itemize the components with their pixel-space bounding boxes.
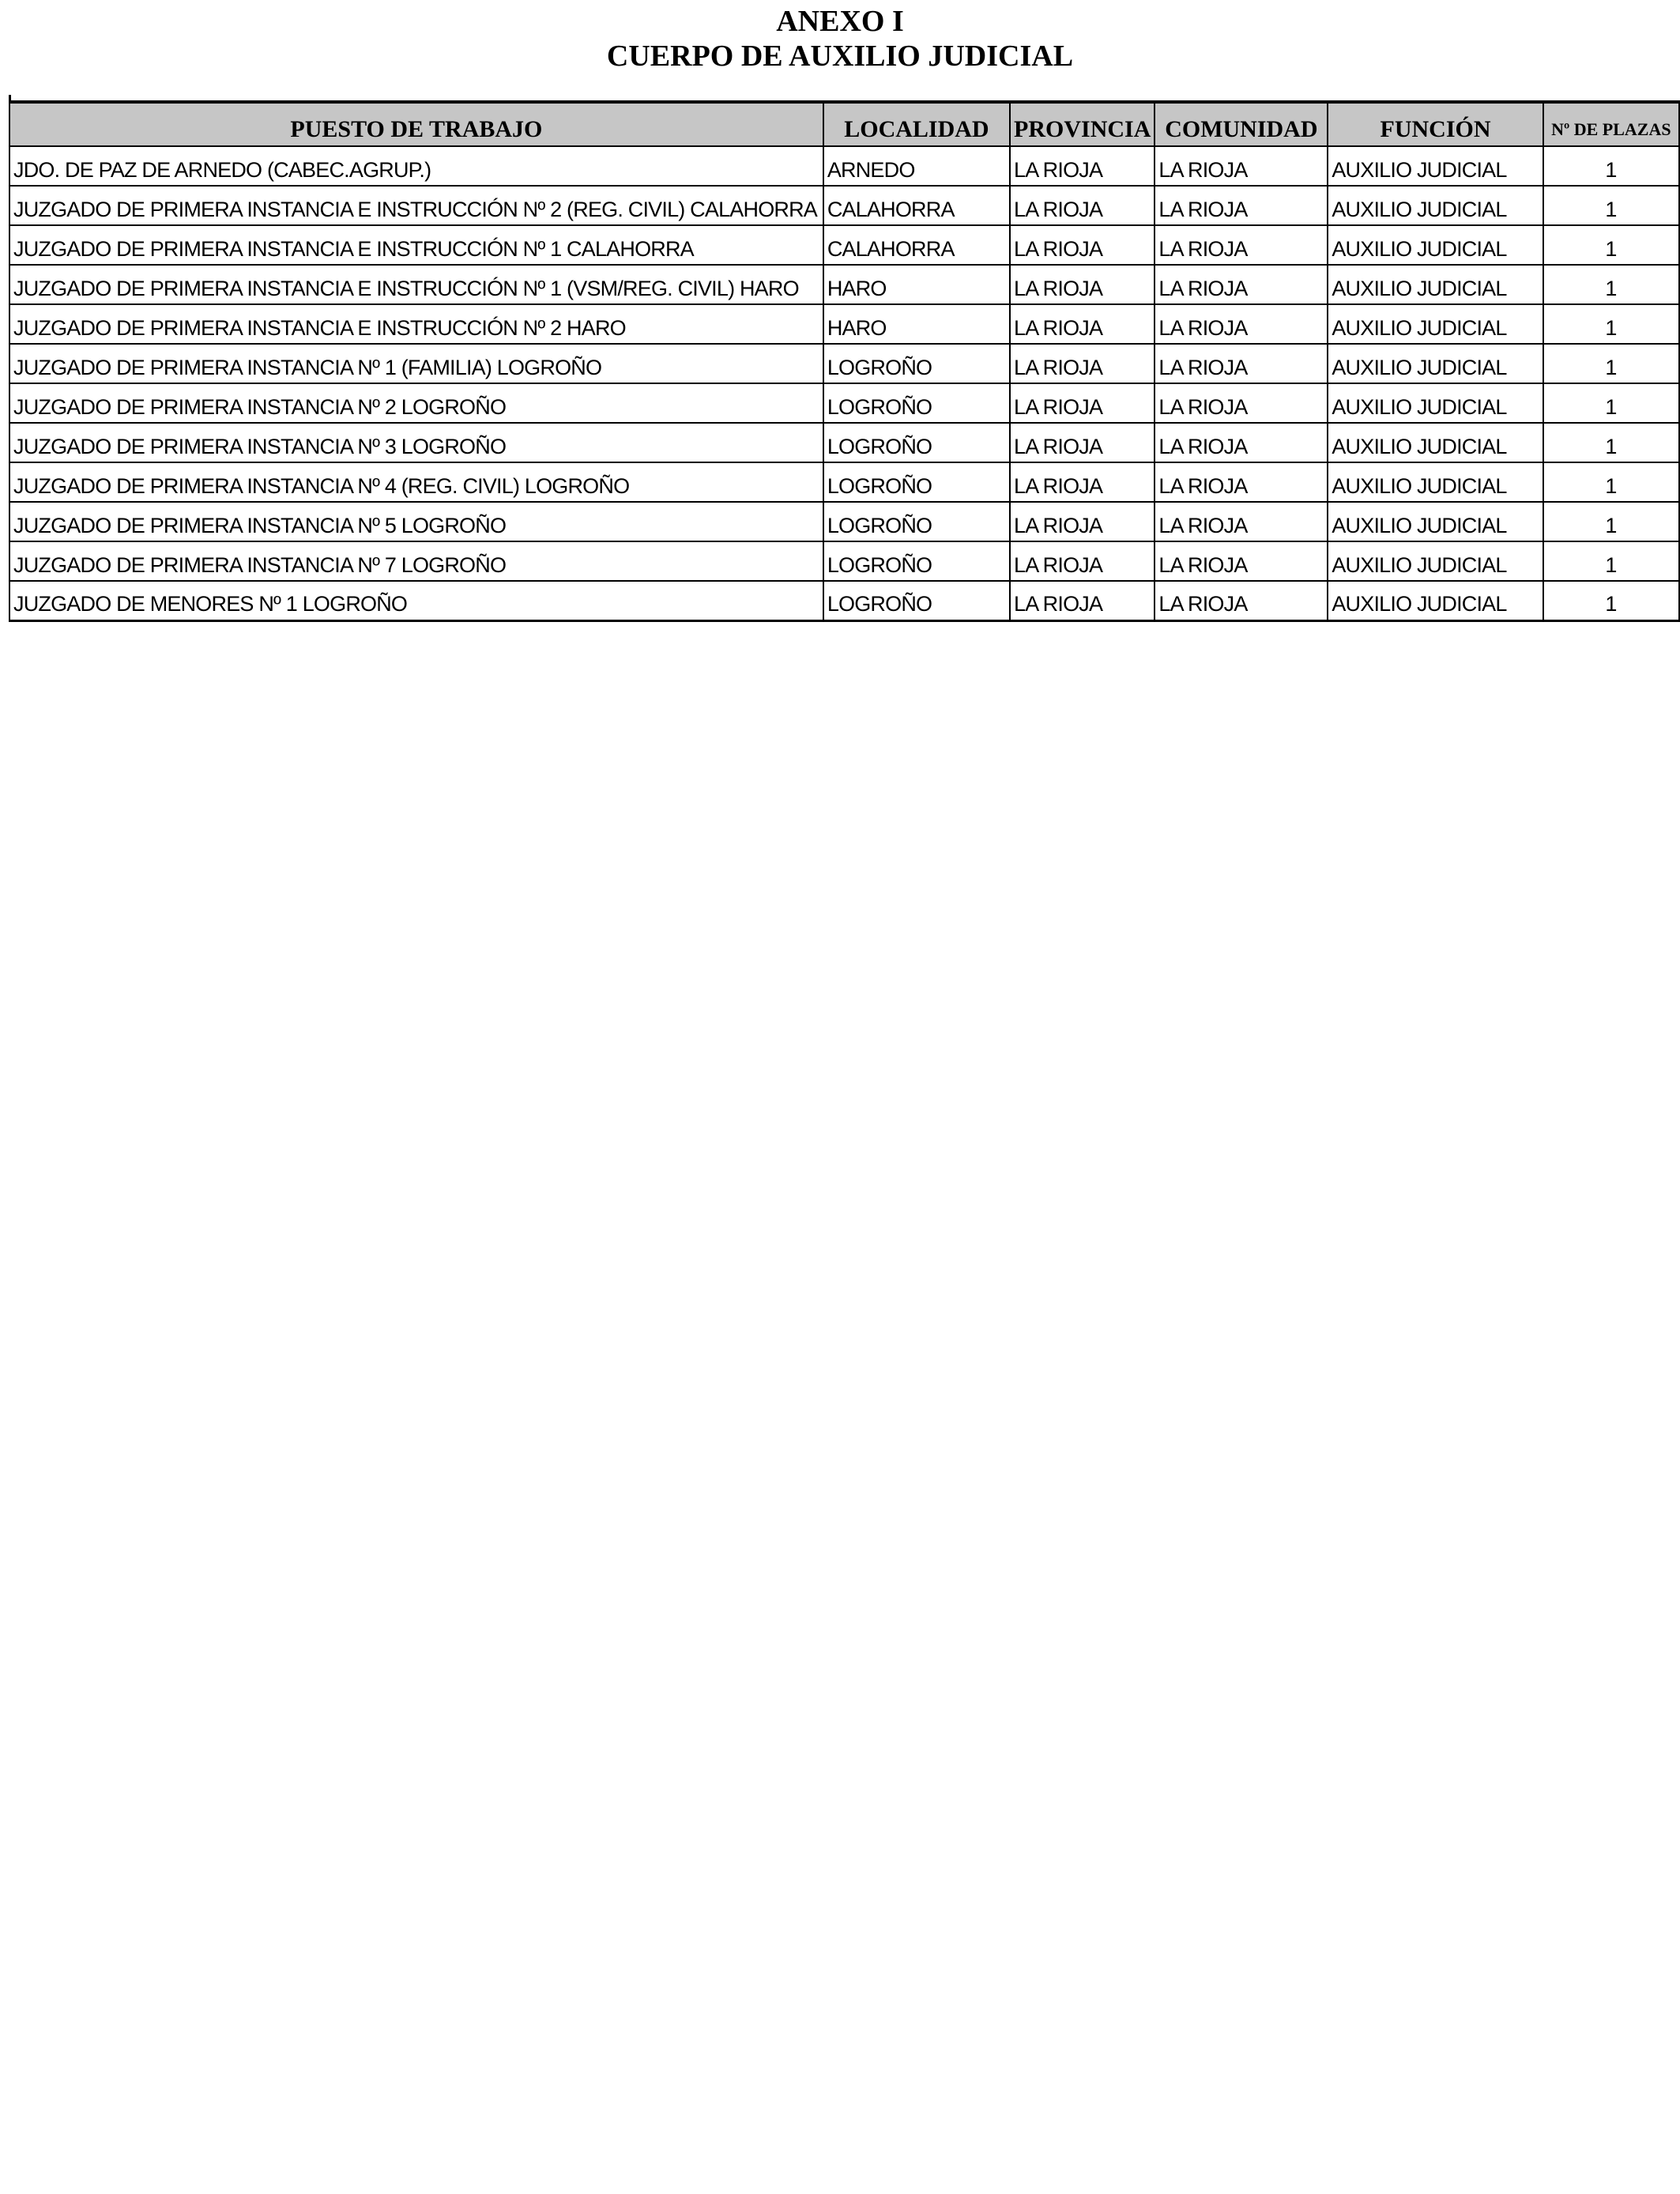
table-row <box>9 423 1679 462</box>
table-row <box>9 502 1679 541</box>
cell-comunidad: LA RIOJA <box>1155 423 1328 462</box>
cell-provincia: LA RIOJA <box>1010 225 1155 265</box>
header-localidad: LOCALIDAD <box>823 102 1010 146</box>
cell-plazas: 1 <box>1543 502 1679 541</box>
cell-localidad: HARO <box>823 304 1010 344</box>
cell-puesto: JUZGADO DE MENORES Nº 1 LOGROÑO <box>9 581 823 620</box>
cell-funcion: AUXILIO JUDICIAL <box>1328 541 1543 581</box>
cell-localidad: LOGROÑO <box>823 581 1010 620</box>
plazas-table-container <box>9 100 1680 622</box>
cell-funcion: AUXILIO JUDICIAL <box>1328 304 1543 344</box>
table-row <box>9 541 1679 581</box>
cell-plazas: 1 <box>1543 265 1679 304</box>
cell-plazas: 1 <box>1543 186 1679 225</box>
header-provincia: PROVINCIA <box>1010 102 1155 146</box>
cell-localidad: HARO <box>823 265 1010 304</box>
plazas-table <box>9 100 1680 622</box>
cell-localidad: CALAHORRA <box>823 186 1010 225</box>
cell-comunidad: LA RIOJA <box>1155 186 1328 225</box>
cell-plazas: 1 <box>1543 383 1679 423</box>
cell-plazas: 1 <box>1543 146 1679 186</box>
cell-provincia: LA RIOJA <box>1010 462 1155 502</box>
cell-localidad: LOGROÑO <box>823 502 1010 541</box>
cell-plazas: 1 <box>1543 462 1679 502</box>
table-header-row <box>9 102 1679 146</box>
cell-puesto: JUZGADO DE PRIMERA INSTANCIA Nº 5 LOGROÑO <box>9 502 823 541</box>
cell-plazas: 1 <box>1543 225 1679 265</box>
cell-funcion: AUXILIO JUDICIAL <box>1328 383 1543 423</box>
cell-plazas: 1 <box>1543 423 1679 462</box>
table-row <box>9 146 1679 186</box>
cell-comunidad: LA RIOJA <box>1155 304 1328 344</box>
cell-comunidad: LA RIOJA <box>1155 581 1328 620</box>
cell-provincia: LA RIOJA <box>1010 541 1155 581</box>
table-row <box>9 265 1679 304</box>
cell-comunidad: LA RIOJA <box>1155 146 1328 186</box>
cell-funcion: AUXILIO JUDICIAL <box>1328 423 1543 462</box>
cell-funcion: AUXILIO JUDICIAL <box>1328 146 1543 186</box>
cell-comunidad: LA RIOJA <box>1155 462 1328 502</box>
header-comunidad: COMUNIDAD <box>1155 102 1328 146</box>
header-puesto: PUESTO DE TRABAJO <box>9 102 823 146</box>
cell-comunidad: LA RIOJA <box>1155 502 1328 541</box>
cell-comunidad: LA RIOJA <box>1155 383 1328 423</box>
cell-provincia: LA RIOJA <box>1010 304 1155 344</box>
cell-plazas: 1 <box>1543 581 1679 620</box>
cell-puesto: JUZGADO DE PRIMERA INSTANCIA Nº 4 (REG. CIVIL) LOGROÑO <box>9 462 823 502</box>
cell-comunidad: LA RIOJA <box>1155 265 1328 304</box>
cell-provincia: LA RIOJA <box>1010 502 1155 541</box>
cell-puesto: JDO. DE PAZ DE ARNEDO (CABEC.AGRUP.) <box>9 146 823 186</box>
cell-provincia: LA RIOJA <box>1010 186 1155 225</box>
document-subtitle: CUERPO DE AUXILIO JUDICIAL <box>606 40 1074 73</box>
table-row <box>9 225 1679 265</box>
table-row <box>9 462 1679 502</box>
cell-provincia: LA RIOJA <box>1010 146 1155 186</box>
cell-provincia: LA RIOJA <box>1010 423 1155 462</box>
table-row <box>9 383 1679 423</box>
cell-provincia: LA RIOJA <box>1010 265 1155 304</box>
cell-funcion: AUXILIO JUDICIAL <box>1328 225 1543 265</box>
cell-puesto: JUZGADO DE PRIMERA INSTANCIA E INSTRUCCIÓN Nº 1 (VSM/REG. CIVIL) HARO <box>9 265 823 304</box>
cell-funcion: AUXILIO JUDICIAL <box>1328 462 1543 502</box>
table-row <box>9 304 1679 344</box>
cell-comunidad: LA RIOJA <box>1155 344 1328 383</box>
cell-localidad: LOGROÑO <box>823 383 1010 423</box>
cell-puesto: JUZGADO DE PRIMERA INSTANCIA Nº 2 LOGROÑO <box>9 383 823 423</box>
cell-puesto: JUZGADO DE PRIMERA INSTANCIA E INSTRUCCIÓN Nº 2 (REG. CIVIL) CALAHORRA <box>9 186 823 225</box>
cell-puesto: JUZGADO DE PRIMERA INSTANCIA E INSTRUCCIÓN Nº 1 CALAHORRA <box>9 225 823 265</box>
cell-localidad: LOGROÑO <box>823 541 1010 581</box>
cell-puesto: JUZGADO DE PRIMERA INSTANCIA Nº 1 (FAMILIA) LOGROÑO <box>9 344 823 383</box>
cell-localidad: LOGROÑO <box>823 423 1010 462</box>
cell-funcion: AUXILIO JUDICIAL <box>1328 581 1543 620</box>
table-row <box>9 344 1679 383</box>
cell-provincia: LA RIOJA <box>1010 344 1155 383</box>
cell-puesto: JUZGADO DE PRIMERA INSTANCIA Nº 3 LOGROÑO <box>9 423 823 462</box>
cell-provincia: LA RIOJA <box>1010 383 1155 423</box>
cell-plazas: 1 <box>1543 541 1679 581</box>
table-row <box>9 186 1679 225</box>
document-title: ANEXO I <box>776 5 904 38</box>
header-plazas: Nº DE PLAZAS <box>1543 102 1679 146</box>
cell-funcion: AUXILIO JUDICIAL <box>1328 265 1543 304</box>
cell-localidad: CALAHORRA <box>823 225 1010 265</box>
cell-plazas: 1 <box>1543 304 1679 344</box>
cell-localidad: ARNEDO <box>823 146 1010 186</box>
cell-comunidad: LA RIOJA <box>1155 225 1328 265</box>
cell-localidad: LOGROÑO <box>823 462 1010 502</box>
cell-puesto: JUZGADO DE PRIMERA INSTANCIA Nº 7 LOGROÑO <box>9 541 823 581</box>
cell-plazas: 1 <box>1543 344 1679 383</box>
cell-funcion: AUXILIO JUDICIAL <box>1328 502 1543 541</box>
table-body <box>9 146 1679 620</box>
cell-puesto: JUZGADO DE PRIMERA INSTANCIA E INSTRUCCIÓN Nº 2 HARO <box>9 304 823 344</box>
cell-provincia: LA RIOJA <box>1010 581 1155 620</box>
cell-funcion: AUXILIO JUDICIAL <box>1328 186 1543 225</box>
cell-funcion: AUXILIO JUDICIAL <box>1328 344 1543 383</box>
cell-comunidad: LA RIOJA <box>1155 541 1328 581</box>
cell-localidad: LOGROÑO <box>823 344 1010 383</box>
table-row <box>9 581 1679 620</box>
header-funcion: FUNCIÓN <box>1328 102 1543 146</box>
